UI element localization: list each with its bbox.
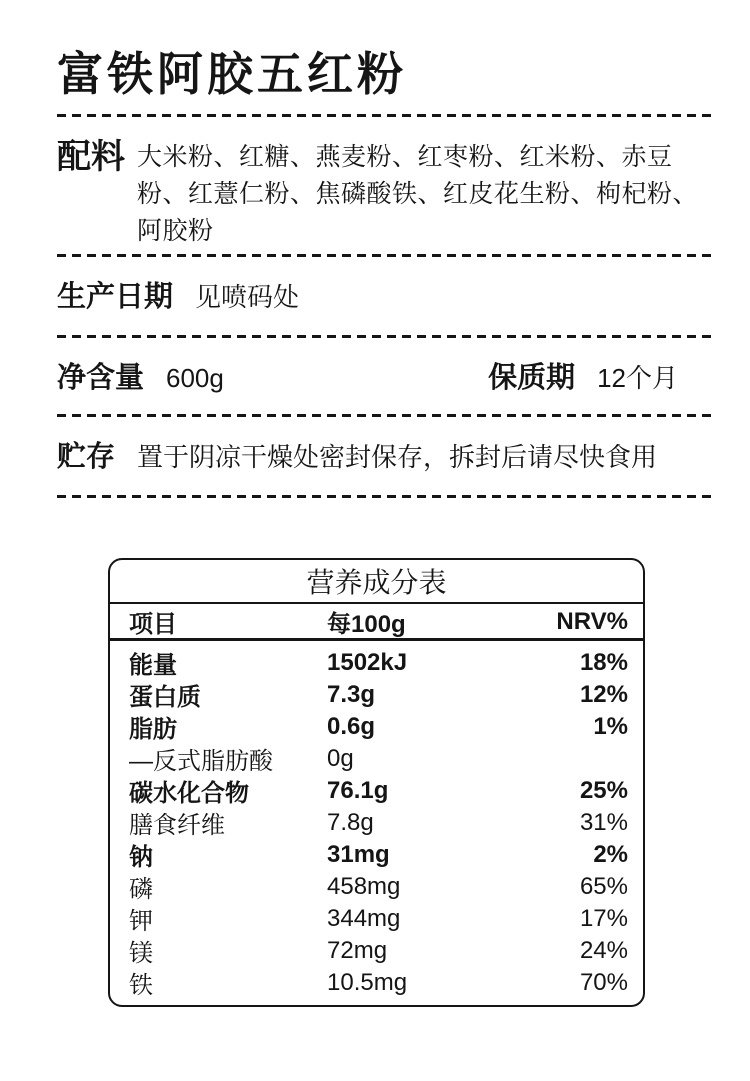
nutrition-header-per100g: 每100g <box>327 611 406 638</box>
nutrition-row-label: —反式脂肪酸 <box>129 748 273 775</box>
nutrition-row-value: 0g <box>327 744 354 772</box>
nutrition-table-row <box>110 933 643 965</box>
nutrition-row-value: 7.8g <box>327 808 374 836</box>
nutrition-row-value: 76.1g <box>327 776 389 804</box>
nutrition-table-row <box>110 805 643 837</box>
dashed-divider <box>57 335 713 338</box>
nutrition-table-body <box>110 641 643 1005</box>
nutrition-row-value: 72mg <box>327 936 388 964</box>
nutrition-row-label: 铁 <box>129 972 153 999</box>
storage-row <box>57 439 713 475</box>
nutrition-row-label: 能量 <box>129 652 177 679</box>
ingredients-section <box>57 139 713 250</box>
nutrition-row-value: 31mg <box>327 840 390 868</box>
shelf-life-value: 12个月 <box>597 363 678 393</box>
net-content-row <box>57 360 713 396</box>
nutrition-table-row <box>110 741 643 773</box>
nutrition-row-value: 0.6g <box>327 712 376 740</box>
nutrition-table-row <box>110 965 643 997</box>
net-content-value: 600g <box>166 363 224 393</box>
nutrition-row-nrv: 70% <box>579 968 628 996</box>
nutrition-row-nrv: 12% <box>579 680 628 708</box>
nutrition-row-label: 脂肪 <box>129 716 177 743</box>
nutrition-table-title: 营养成分表 <box>110 560 643 604</box>
nutrition-table-row <box>110 869 643 901</box>
dashed-divider <box>57 414 713 417</box>
nutrition-row-nrv: 31% <box>579 808 628 836</box>
nutrition-table-row <box>110 709 643 741</box>
nutrition-header-nrv: NRV% <box>556 607 628 635</box>
nutrition-row-nrv: 17% <box>579 904 628 932</box>
nutrition-row-label: 膳食纤维 <box>129 812 225 839</box>
nutrition-row-nrv: 18% <box>579 648 628 676</box>
nutrition-row-value: 7.3g <box>327 680 376 708</box>
storage-label: 贮存 <box>57 441 116 473</box>
nutrition-row-label: 蛋白质 <box>129 684 201 711</box>
page-title: 富铁阿胶五红粉 <box>57 47 407 101</box>
ingredients-value: 大米粉、红糖、燕麦粉、红枣粉、红米粉、赤豆粉、红薏仁粉、焦磷酸铁、红皮花生粉、枸杞粉、阿胶粉 <box>137 143 699 245</box>
storage-value: 置于阴凉干燥处密封保存，拆封后请尽快食用 <box>137 442 658 472</box>
nutrition-row-label: 磷 <box>129 876 153 903</box>
dashed-divider <box>57 495 713 498</box>
nutrition-row-nrv: 1% <box>593 712 628 740</box>
nutrition-table-row <box>110 773 643 805</box>
nutrition-row-label: 碳水化合物 <box>129 780 249 807</box>
nutrition-row-value: 10.5mg <box>327 968 408 996</box>
nutrition-table-row <box>110 837 643 869</box>
nutrition-row-nrv: 2% <box>593 840 628 868</box>
shelf-life-group <box>488 360 678 396</box>
nutrition-row-label: 钾 <box>129 908 153 935</box>
product-label-page <box>0 44 750 1081</box>
nutrition-table-row <box>110 645 643 677</box>
production-date-row <box>57 279 713 315</box>
nutrition-row-nrv: 65% <box>579 872 628 900</box>
nutrition-row-value: 458mg <box>327 872 401 900</box>
production-date-label: 生产日期 <box>57 281 174 313</box>
nutrition-row-value: 1502kJ <box>327 648 408 676</box>
dashed-divider <box>57 254 713 257</box>
nutrition-facts-table <box>108 558 645 1007</box>
dashed-divider <box>57 114 713 117</box>
nutrition-table-row <box>110 677 643 709</box>
nutrition-table-header <box>110 604 643 641</box>
nutrition-header-item: 项目 <box>129 611 177 638</box>
shelf-life-label: 保质期 <box>488 362 576 394</box>
nutrition-row-label: 钠 <box>129 844 153 871</box>
nutrition-row-value: 344mg <box>327 904 401 932</box>
production-date-value: 见喷码处 <box>195 282 300 312</box>
nutrition-row-label: 镁 <box>129 940 153 967</box>
net-content-label: 净含量 <box>57 362 145 394</box>
nutrition-table-row <box>110 901 643 933</box>
ingredients-label: 配料 <box>57 138 125 176</box>
nutrition-row-nrv: 24% <box>579 936 628 964</box>
nutrition-row-nrv: 25% <box>579 776 628 804</box>
